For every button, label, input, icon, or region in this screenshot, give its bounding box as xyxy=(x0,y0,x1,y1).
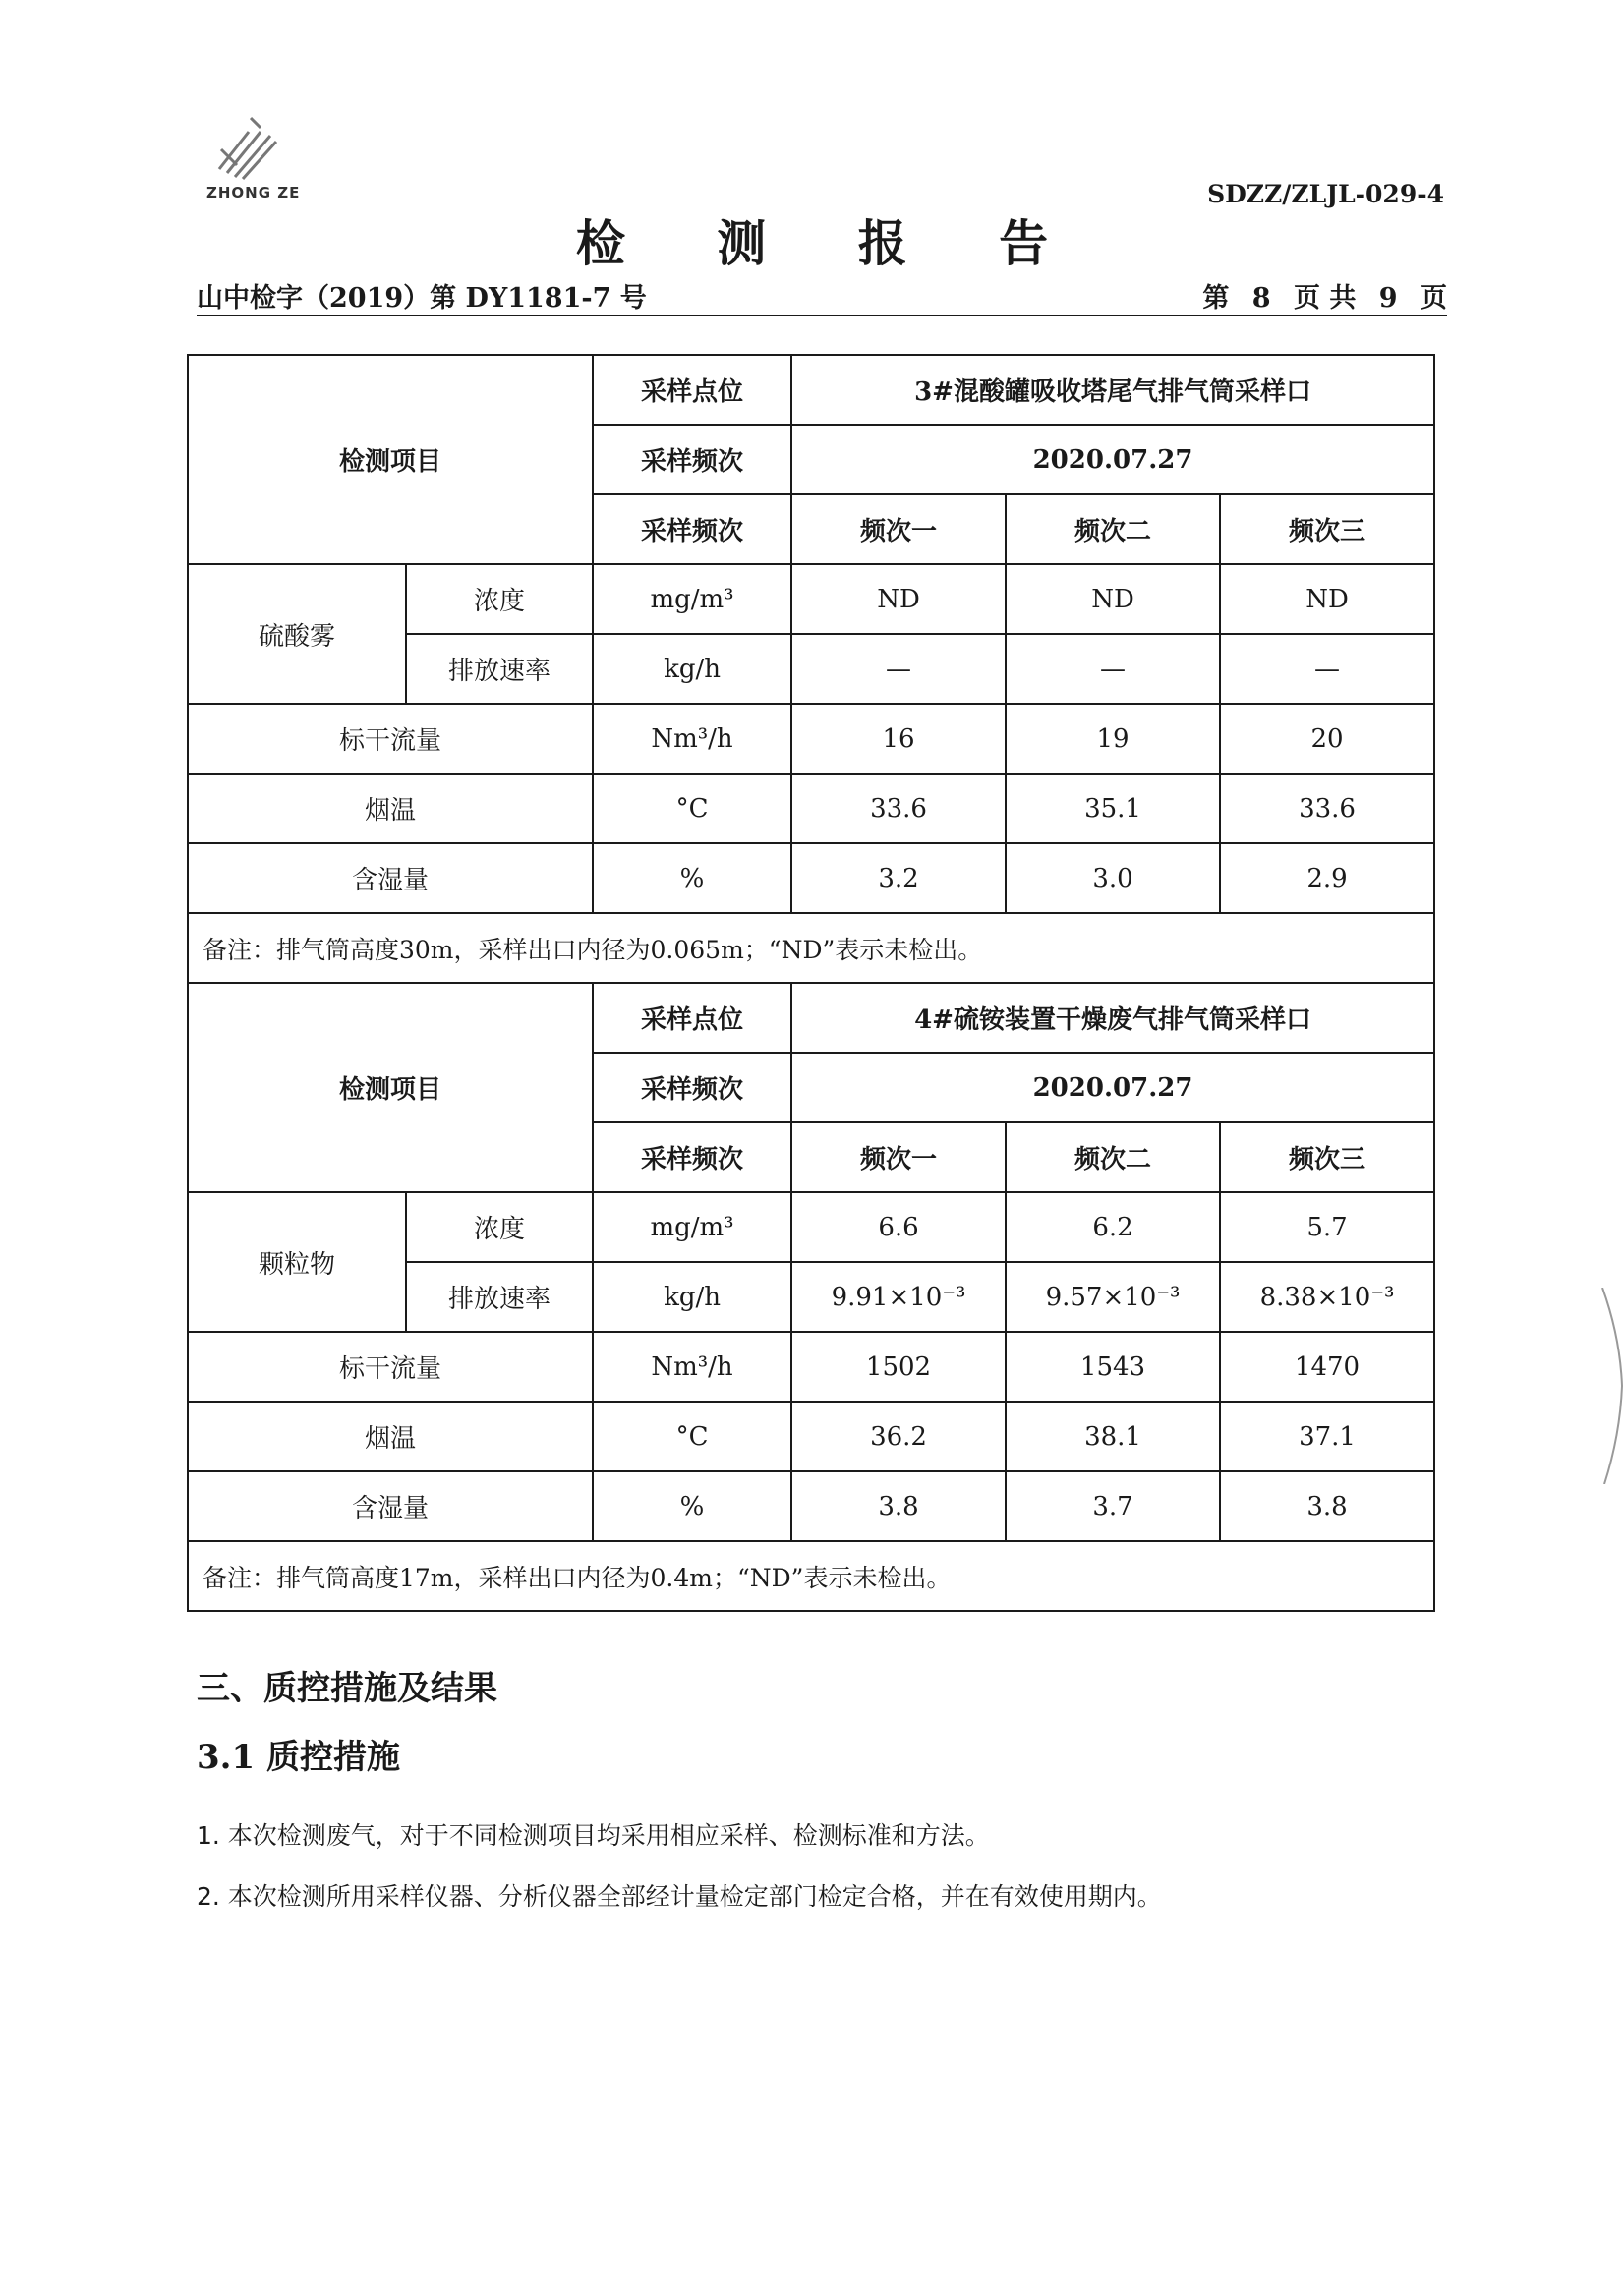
temp-label-cell: 烟温 xyxy=(188,774,593,843)
temp-unit-cell: °C xyxy=(593,1402,791,1471)
table-row xyxy=(188,1402,1434,1471)
temp-label-cell: 烟温 xyxy=(188,1402,593,1471)
freq-1-cell: 频次一 xyxy=(791,1122,1006,1192)
table-row xyxy=(188,774,1434,843)
report-title: 检 测 报 告 xyxy=(575,214,1086,272)
value-cell: 2.9 xyxy=(1220,843,1434,913)
value-cell: 19 xyxy=(1006,704,1220,774)
table-row xyxy=(188,1192,1434,1262)
freq-label-cell: 采样频次 xyxy=(593,494,791,564)
value-cell: 9.91×10⁻³ xyxy=(791,1262,1006,1332)
page-edge-scan-mark-icon xyxy=(1600,1288,1624,1484)
value-cell: 37.1 xyxy=(1220,1402,1434,1471)
moist-unit-cell: % xyxy=(593,843,791,913)
freq-2-cell: 频次二 xyxy=(1006,1122,1220,1192)
table-row xyxy=(188,564,1434,634)
value-cell: 35.1 xyxy=(1006,774,1220,843)
results-table xyxy=(187,354,1435,1612)
value-cell: 33.6 xyxy=(1220,774,1434,843)
conc-unit-cell: mg/m³ xyxy=(593,564,791,634)
note-cell: 备注：排气筒高度30m，采样出口内径为0.065m；“ND”表示未检出。 xyxy=(188,913,1434,983)
rate-label-cell: 排放速率 xyxy=(406,634,593,704)
freq-label-cell: 采样频次 xyxy=(593,1053,791,1122)
rate-label-cell: 排放速率 xyxy=(406,1262,593,1332)
table-row xyxy=(188,913,1434,983)
date-cell: 2020.07.27 xyxy=(791,425,1434,494)
value-cell: ND xyxy=(791,564,1006,634)
rate-unit-cell: kg/h xyxy=(593,1262,791,1332)
value-cell: 3.0 xyxy=(1006,843,1220,913)
value-cell: 16 xyxy=(791,704,1006,774)
freq-3-cell: 频次三 xyxy=(1220,494,1434,564)
page-indicator xyxy=(1189,276,1447,315)
temp-unit-cell: °C xyxy=(593,774,791,843)
table-row xyxy=(188,1332,1434,1402)
flow-unit-cell: Nm³/h xyxy=(593,1332,791,1402)
point-label-cell: 采样点位 xyxy=(593,983,791,1053)
report-header-line xyxy=(197,267,1447,316)
value-cell: ND xyxy=(1220,564,1434,634)
item-header-cell: 检测项目 xyxy=(188,355,593,564)
document-code: SDZZ/ZLJL-029-4 xyxy=(1207,180,1444,208)
table-row xyxy=(188,1471,1434,1541)
table-row xyxy=(188,843,1434,913)
rate-unit-cell: kg/h xyxy=(593,634,791,704)
value-cell: 1502 xyxy=(791,1332,1006,1402)
value-cell: 3.8 xyxy=(1220,1471,1434,1541)
table-row xyxy=(188,704,1434,774)
value-cell: 9.57×10⁻³ xyxy=(1006,1262,1220,1332)
table-row xyxy=(188,1541,1434,1611)
value-cell: — xyxy=(791,634,1006,704)
value-cell: 3.2 xyxy=(791,843,1006,913)
flow-label-cell: 标干流量 xyxy=(188,704,593,774)
item-header-cell: 检测项目 xyxy=(188,983,593,1192)
value-cell: 3.8 xyxy=(791,1471,1006,1541)
value-cell: 5.7 xyxy=(1220,1192,1434,1262)
value-cell: 6.2 xyxy=(1006,1192,1220,1262)
table-row xyxy=(188,983,1434,1053)
conc-label-cell: 浓度 xyxy=(406,564,593,634)
value-cell: 1470 xyxy=(1220,1332,1434,1402)
value-cell: 36.2 xyxy=(791,1402,1006,1471)
page-label-prefix: 第 xyxy=(1202,283,1230,314)
moist-unit-cell: % xyxy=(593,1471,791,1541)
flow-unit-cell: Nm³/h xyxy=(593,704,791,774)
value-cell: 1543 xyxy=(1006,1332,1220,1402)
moist-label-cell: 含湿量 xyxy=(188,843,593,913)
value-cell: 6.6 xyxy=(791,1192,1006,1262)
test-results-tables xyxy=(187,354,1433,1612)
page-total: 9 xyxy=(1378,283,1398,314)
freq-3-cell: 频次三 xyxy=(1220,1122,1434,1192)
freq-label-cell: 采样频次 xyxy=(593,425,791,494)
freq-label-cell: 采样频次 xyxy=(593,1122,791,1192)
section-title: 三、质控措施及结果 xyxy=(197,1669,497,1708)
section-subtitle: 3.1 质控措施 xyxy=(197,1738,400,1777)
value-cell: 20 xyxy=(1220,704,1434,774)
report-number: 山中检字（2019）第 DY1181-7 号 xyxy=(197,283,647,314)
point-value-cell: 4#硫铵装置干燥废气排气筒采样口 xyxy=(791,983,1434,1053)
conc-label-cell: 浓度 xyxy=(406,1192,593,1262)
conc-unit-cell: mg/m³ xyxy=(593,1192,791,1262)
moist-label-cell: 含湿量 xyxy=(188,1471,593,1541)
value-cell: — xyxy=(1006,634,1220,704)
paragraph-item-2: 2. 本次检测所用采样仪器、分析仪器全部经计量检定部门检定合格，并在有效使用期内。 xyxy=(197,1882,1162,1911)
date-cell: 2020.07.27 xyxy=(791,1053,1434,1122)
value-cell: 8.38×10⁻³ xyxy=(1220,1262,1434,1332)
table-row xyxy=(188,355,1434,425)
page-label-mid: 页 共 xyxy=(1293,283,1357,314)
freq-2-cell: 频次二 xyxy=(1006,494,1220,564)
freq-1-cell: 频次一 xyxy=(791,494,1006,564)
logo-stripes-icon xyxy=(202,110,290,184)
pollutant-cell: 硫酸雾 xyxy=(188,564,406,704)
point-label-cell: 采样点位 xyxy=(593,355,791,425)
paragraph-item-1: 1. 本次检测废气，对于不同检测项目均采用相应采样、检测标准和方法。 xyxy=(197,1821,990,1850)
flow-label-cell: 标干流量 xyxy=(188,1332,593,1402)
value-cell: 33.6 xyxy=(791,774,1006,843)
logo-text: ZHONG ZE xyxy=(206,184,301,201)
value-cell: — xyxy=(1220,634,1434,704)
value-cell: 38.1 xyxy=(1006,1402,1220,1471)
value-cell: ND xyxy=(1006,564,1220,634)
pollutant-cell: 颗粒物 xyxy=(188,1192,406,1332)
page-label-suffix: 页 xyxy=(1421,283,1447,314)
point-value-cell: 3#混酸罐吸收塔尾气排气筒采样口 xyxy=(791,355,1434,425)
page-current: 8 xyxy=(1251,283,1271,314)
value-cell: 3.7 xyxy=(1006,1471,1220,1541)
note-cell: 备注：排气筒高度17m，采样出口内径为0.4m；“ND”表示未检出。 xyxy=(188,1541,1434,1611)
